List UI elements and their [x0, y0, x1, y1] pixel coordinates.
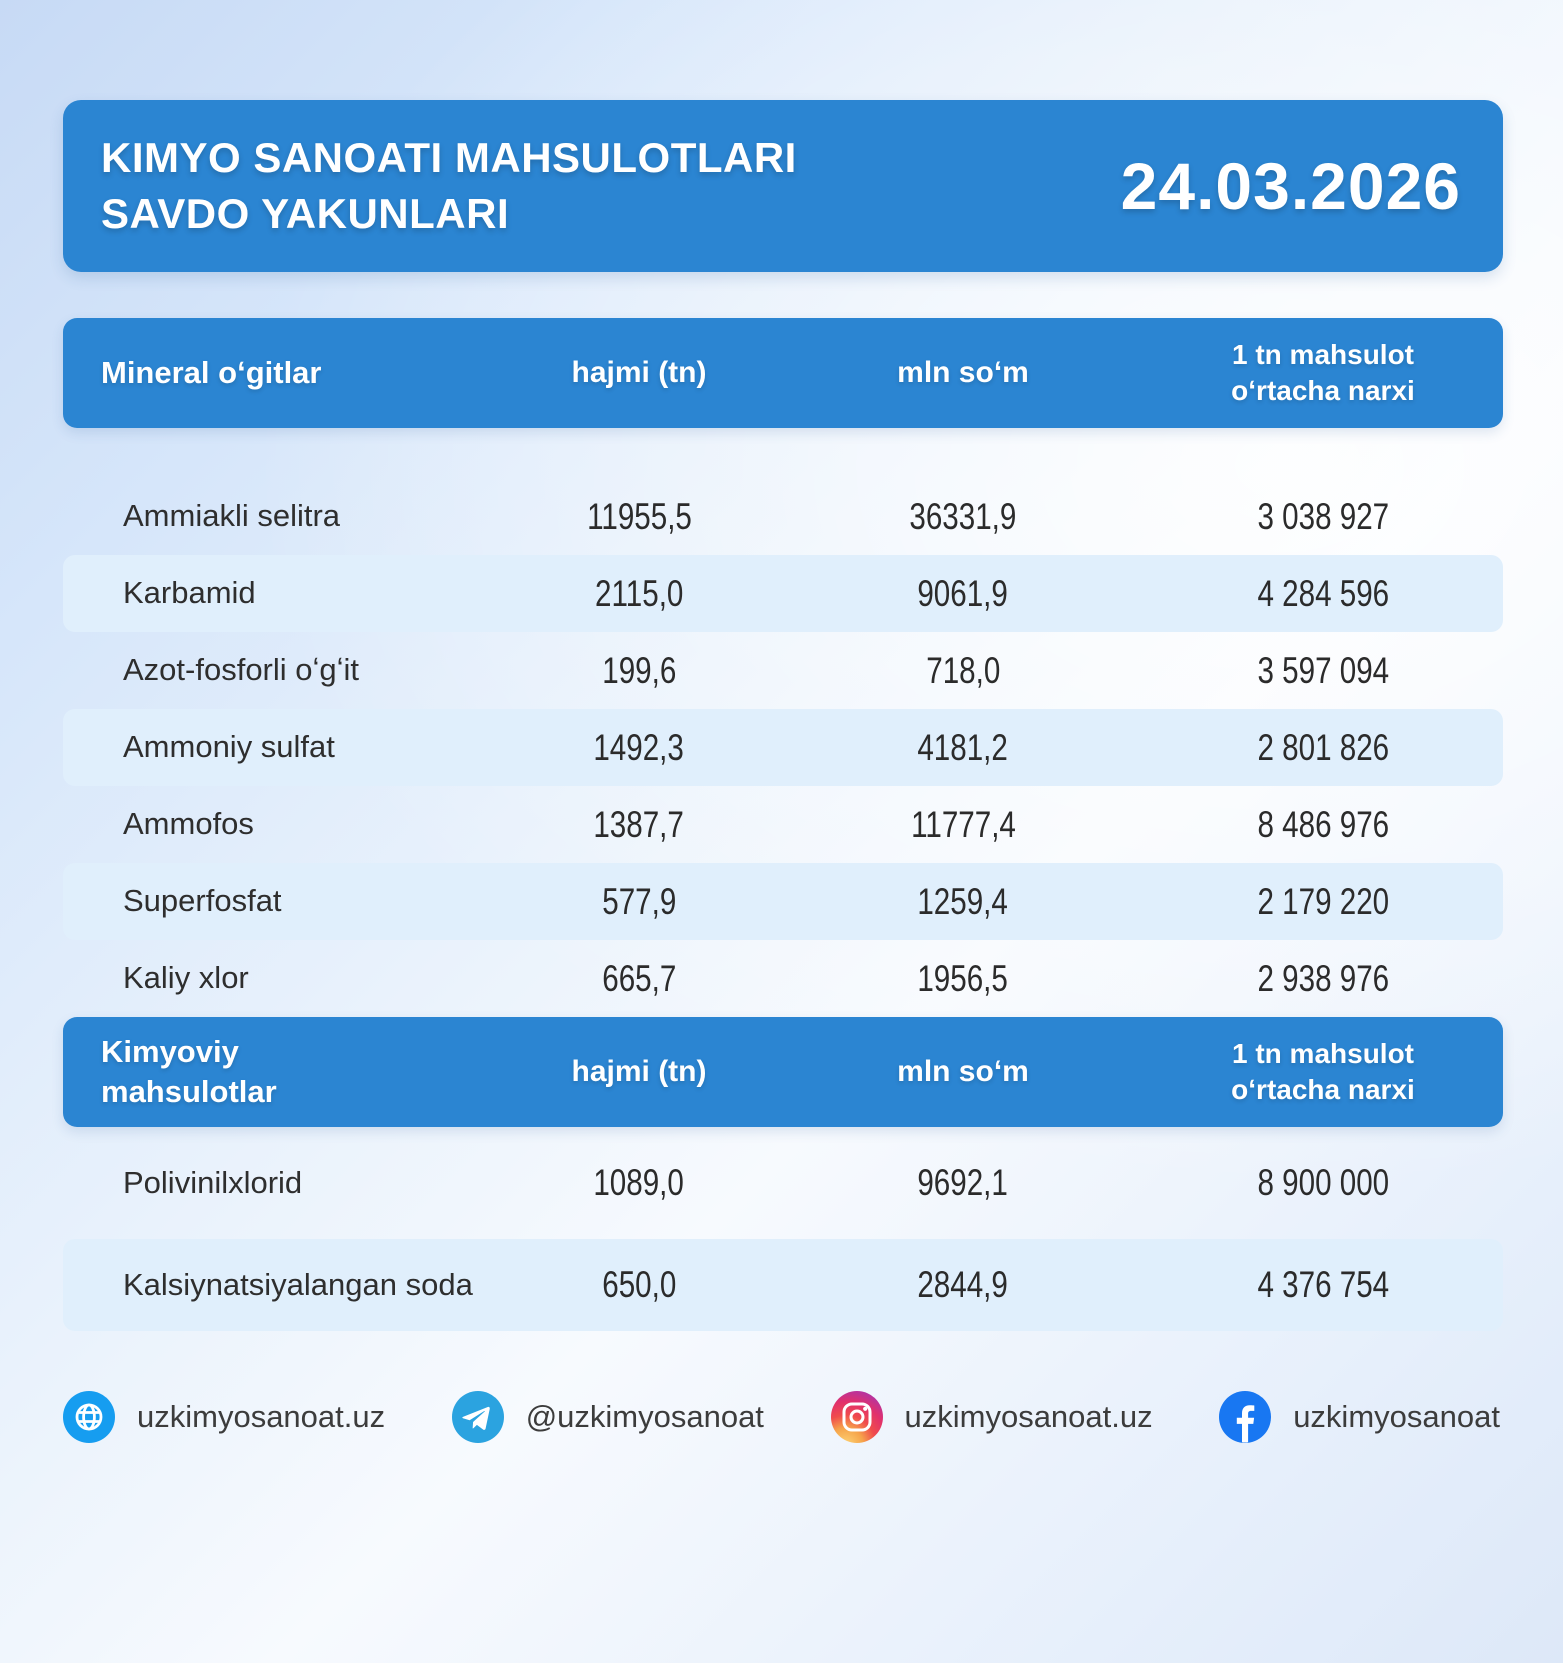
table-row-ammiakli-selitra — [63, 478, 1503, 555]
table-row-ammoniy-sulfat — [63, 709, 1503, 786]
volume-cell: 199,6 — [601, 649, 677, 691]
price-cell: 2 801 826 — [1257, 726, 1389, 768]
table-row-azot-fosforli — [63, 632, 1503, 709]
volume-cell: 1492,3 — [593, 726, 685, 768]
product-name-cell: Polivinilxlorid — [123, 1164, 303, 1200]
column-header-product: Kimyoviy mahsulotlar — [101, 1033, 277, 1109]
column-header-price: 1 tn mahsulot oʻrtacha narxi — [1231, 1037, 1415, 1105]
table-row-polivinilxlorid — [63, 1127, 1503, 1239]
amount-cell: 2844,9 — [917, 1264, 1009, 1305]
price-cell: 3 038 927 — [1257, 495, 1389, 537]
price-cell: 4 284 596 — [1257, 572, 1389, 614]
volume-cell: 577,9 — [601, 880, 677, 922]
volume-cell: 1089,0 — [593, 1162, 685, 1203]
volume-cell: 2115,0 — [594, 572, 684, 614]
table-row-superfosfat — [63, 863, 1503, 940]
footer-social-bar — [0, 1391, 1563, 1443]
price-cell: 8 486 976 — [1257, 803, 1389, 845]
product-name-cell: Azot-fosforli oʻgʻit — [123, 652, 360, 688]
amount-cell: 9692,1 — [917, 1162, 1009, 1203]
page-title — [101, 130, 797, 242]
product-name-cell: Kalsiynatsiyalangan soda — [123, 1266, 473, 1302]
amount-cell: 1956,5 — [917, 957, 1009, 999]
instagram-item[interactable] — [831, 1391, 1153, 1443]
amount-cell: 36331,9 — [909, 495, 1017, 537]
website-item[interactable] — [63, 1391, 385, 1443]
price-cell: 3 597 094 — [1257, 649, 1389, 691]
page-title-line1: KIMYO SANOATI MAHSULOTLARI — [101, 134, 797, 182]
product-name-cell: Kaliy xlor — [123, 960, 249, 996]
report-date: 24.03.2026 — [1120, 149, 1461, 223]
chemical-table-body — [63, 1127, 1503, 1331]
volume-cell: 1387,7 — [593, 803, 685, 845]
mineral-table-header — [63, 318, 1503, 428]
instagram-handle: uzkimyosanoat.uz — [904, 1399, 1153, 1434]
amount-cell: 11777,4 — [910, 803, 1016, 845]
facebook-handle: uzkimyosanoat — [1293, 1399, 1500, 1434]
column-header-volume: hajmi (tn) — [571, 1055, 707, 1088]
page-title-line2: SAVDO YAKUNLARI — [101, 190, 510, 237]
table-row-karbamid — [63, 555, 1503, 632]
product-name-cell: Ammoniy sulfat — [123, 729, 335, 765]
table-row-kalsiynatsiyalangan-soda — [63, 1239, 1503, 1331]
header-banner — [63, 100, 1503, 272]
amount-cell: 1259,4 — [917, 880, 1009, 922]
amount-cell: 4181,2 — [917, 726, 1009, 768]
telegram-item[interactable] — [452, 1391, 764, 1443]
column-header-price: 1 tn mahsulot oʻrtacha narxi — [1231, 338, 1415, 406]
column-header-amount: mln soʻm — [897, 1055, 1029, 1088]
volume-cell: 665,7 — [601, 957, 677, 999]
amount-cell: 718,0 — [925, 649, 1001, 691]
column-header-volume: hajmi (tn) — [571, 356, 707, 389]
telegram-icon — [452, 1391, 504, 1443]
volume-cell: 11955,5 — [586, 495, 692, 537]
mineral-table-body — [63, 478, 1503, 1017]
price-cell: 2 938 976 — [1257, 957, 1389, 999]
facebook-icon — [1219, 1391, 1271, 1443]
product-name-cell: Superfosfat — [123, 883, 282, 919]
product-name-cell: Karbamid — [123, 575, 256, 611]
product-name-cell: Ammofos — [123, 806, 254, 842]
price-cell: 8 900 000 — [1257, 1162, 1389, 1203]
telegram-handle: @uzkimyosanoat — [525, 1399, 764, 1434]
table-row-kaliy-xlor — [63, 940, 1503, 1017]
price-cell: 2 179 220 — [1257, 880, 1389, 922]
price-cell: 4 376 754 — [1257, 1264, 1389, 1305]
chemical-table-header — [63, 1017, 1503, 1127]
facebook-item[interactable] — [1219, 1391, 1500, 1443]
website-label: uzkimyosanoat.uz — [137, 1399, 386, 1434]
globe-icon — [63, 1391, 115, 1443]
column-header-product: Mineral oʻgitlar — [101, 355, 322, 390]
product-name-cell: Ammiakli selitra — [123, 498, 341, 534]
volume-cell: 650,0 — [601, 1264, 677, 1305]
instagram-icon — [831, 1391, 883, 1443]
column-header-amount: mln soʻm — [897, 356, 1029, 389]
amount-cell: 9061,9 — [917, 572, 1009, 614]
table-row-ammofos — [63, 786, 1503, 863]
